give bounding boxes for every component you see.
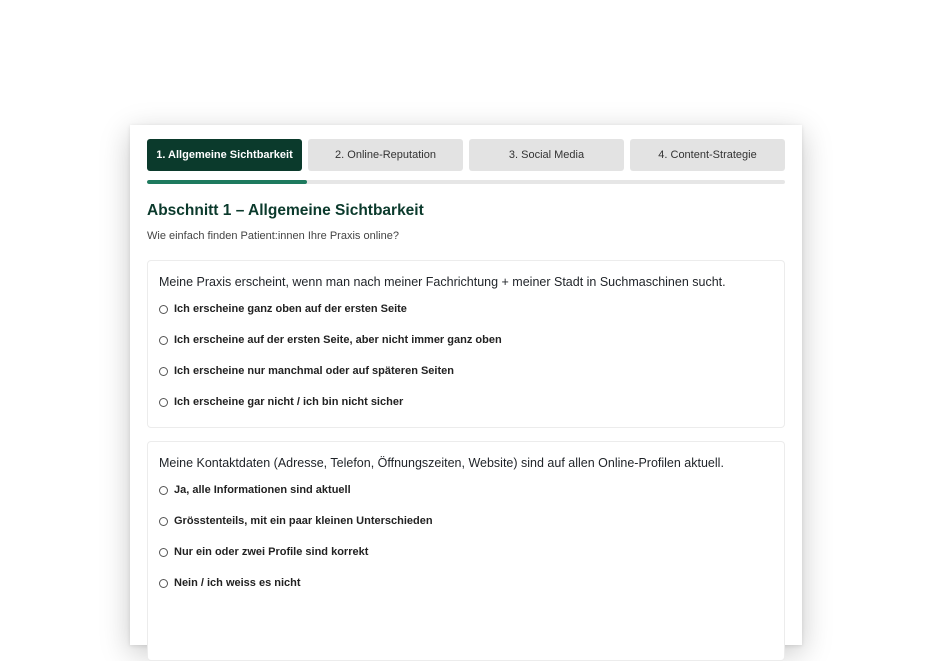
radio-button[interactable]	[159, 367, 168, 376]
question-card	[147, 260, 785, 428]
section-subtitle: Wie einfach finden Patient:innen Ihre Praxis online?	[147, 230, 399, 242]
question-card	[147, 441, 785, 661]
radio-option[interactable]	[159, 303, 407, 315]
question-text: Meine Praxis erscheint, wenn man nach meiner Fachrichtung + meiner Stadt in Suchmaschinen sucht.	[159, 275, 726, 289]
questionnaire-card	[130, 125, 802, 645]
tab-content-strategie[interactable]: 4. Content-Strategie	[630, 139, 785, 171]
radio-option-label: Ja, alle Informationen sind aktuell	[174, 484, 351, 496]
progress-bar-fill	[147, 180, 307, 184]
radio-option[interactable]	[159, 546, 368, 558]
radio-button[interactable]	[159, 336, 168, 345]
radio-option-label: Nein / ich weiss es nicht	[174, 577, 301, 589]
tab-allgemeine-sichtbarkeit[interactable]: 1. Allgemeine Sichtbarkeit	[147, 139, 302, 171]
radio-option-label: Ich erscheine ganz oben auf der ersten Seite	[174, 303, 407, 315]
tab-online-reputation[interactable]: 2. Online-Reputation	[308, 139, 463, 171]
tab-social-media[interactable]: 3. Social Media	[469, 139, 624, 171]
radio-button[interactable]	[159, 517, 168, 526]
radio-option-label: Ich erscheine gar nicht / ich bin nicht sicher	[174, 396, 404, 408]
radio-option[interactable]	[159, 577, 301, 589]
question-text: Meine Kontaktdaten (Adresse, Telefon, Öffnungszeiten, Website) sind auf allen Online-Profilen aktuell.	[159, 456, 724, 470]
radio-option[interactable]	[159, 396, 403, 408]
radio-option-label: Ich erscheine nur manchmal oder auf späteren Seiten	[174, 365, 454, 377]
radio-option[interactable]	[159, 484, 351, 496]
radio-option[interactable]	[159, 334, 502, 346]
radio-button[interactable]	[159, 579, 168, 588]
radio-option-label: Grösstenteils, mit ein paar kleinen Unterschieden	[174, 515, 433, 527]
radio-button[interactable]	[159, 305, 168, 314]
radio-option-label: Ich erscheine auf der ersten Seite, aber nicht immer ganz oben	[174, 334, 502, 346]
radio-button[interactable]	[159, 486, 168, 495]
radio-button[interactable]	[159, 548, 168, 557]
radio-option[interactable]	[159, 515, 433, 527]
progress-bar	[147, 180, 785, 184]
radio-button[interactable]	[159, 398, 168, 407]
section-title: Abschnitt 1 – Allgemeine Sichtbarkeit	[147, 202, 424, 219]
radio-option-label: Nur ein oder zwei Profile sind korrekt	[174, 546, 369, 558]
section-tabs	[147, 139, 785, 171]
radio-option[interactable]	[159, 365, 454, 377]
